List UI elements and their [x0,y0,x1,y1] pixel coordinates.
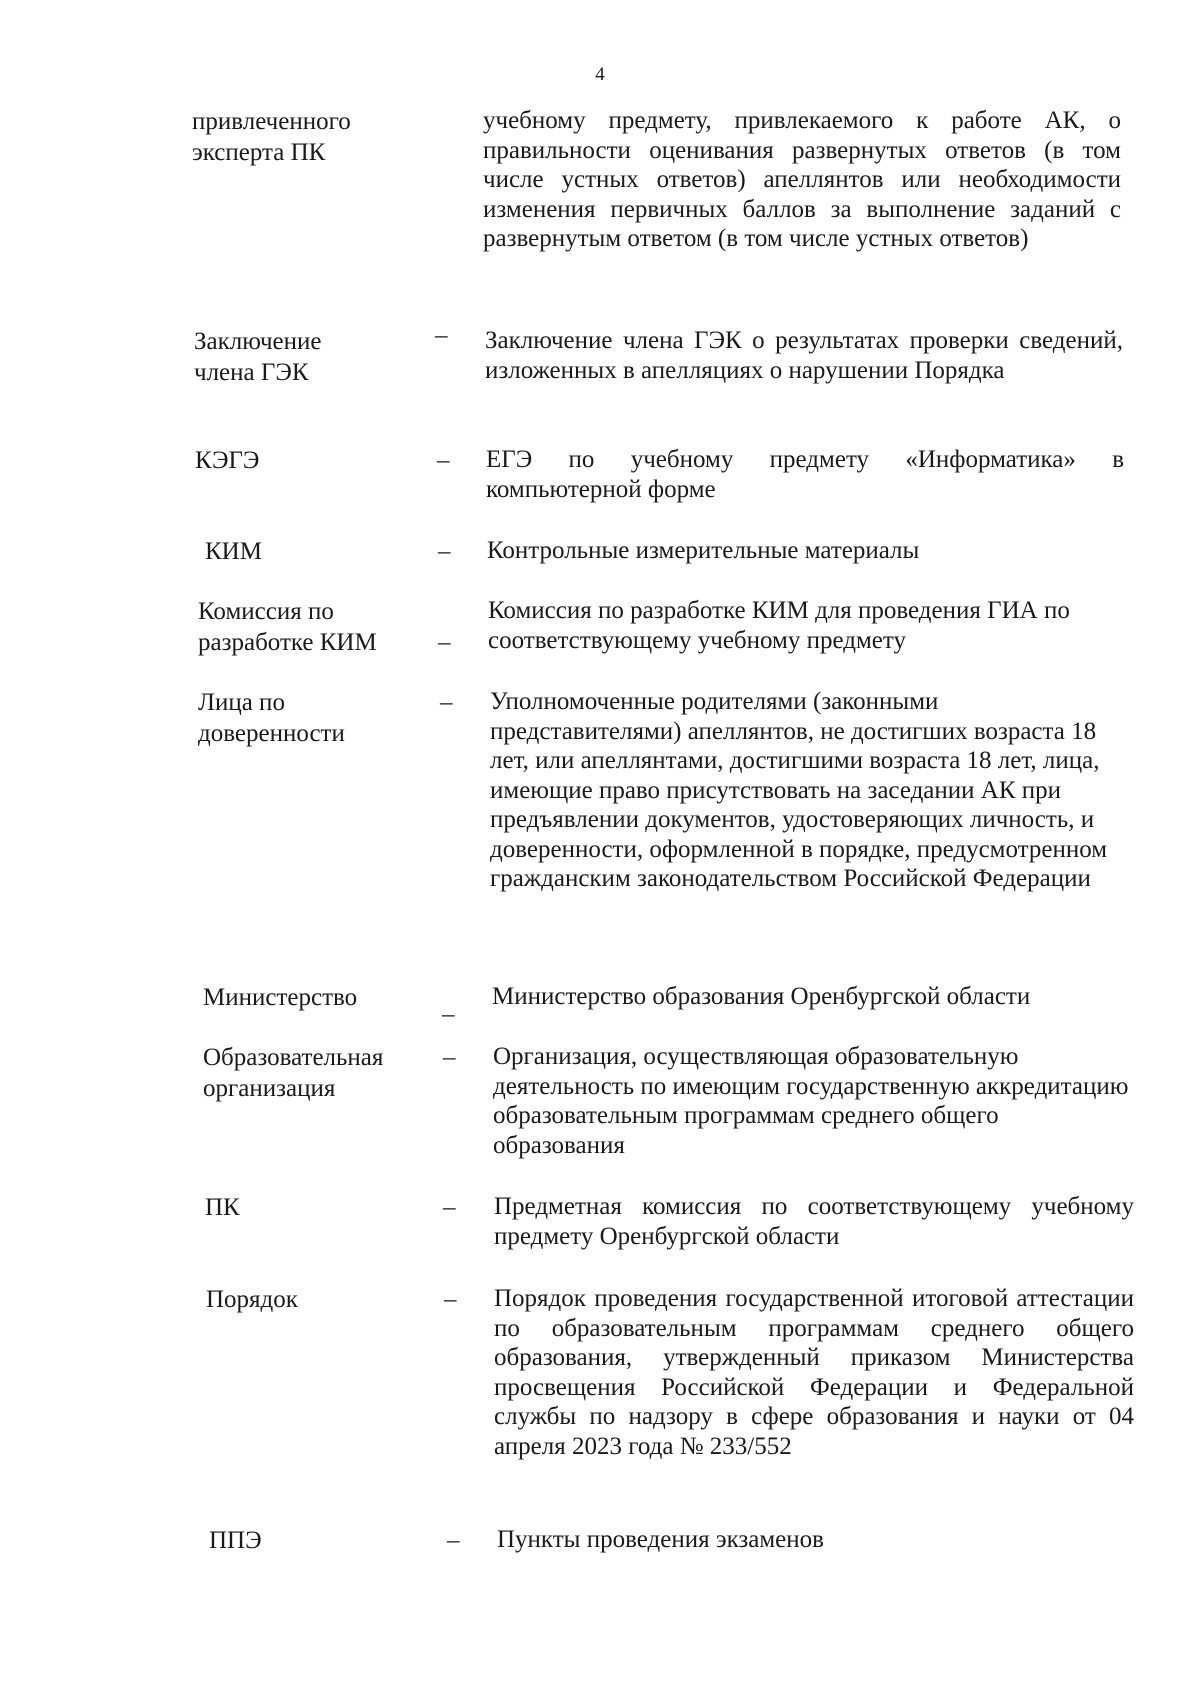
glossary-definition: Уполномоченные родителями (законными представителями) апеллянтов, не достигших возраста 18 лет, или апеллянтами, достигшими возраста 18 лет, лица, имеющие право присутствовать на заседании АК при предъявлении документов, удостоверяющих личность, и доверенности, оформленной в порядке, предусмотренном гражданским законодательством Российской Федерации [490,688,1108,892]
glossary-term: Министерство [203,984,358,1011]
glossary-definition: Организация, осуществляющая образовательную деятельность по имеющим государственную аккредитацию образовательным программам среднего общего образования [493,1043,1129,1159]
glossary-definition: Комиссия по разработке КИМ для проведения ГИА по соответствующему учебному предмету [488,597,1070,654]
glossary-definition: Предметная комиссия по соответствующему учебному предмету Оренбургской области [494,1193,1134,1250]
glossary-term: Комиссия по разработке КИМ [198,598,377,656]
glossary-definition: Пункты проведения экзаменов [497,1526,824,1553]
glossary-term: привлеченного эксперта ПК [192,108,351,166]
glossary-term: Лица по доверенности [198,689,345,747]
glossary-dash: – [443,1044,456,1071]
glossary-definition: Министерство образования Оренбургской области [492,983,1031,1010]
glossary-term: ППЭ [209,1527,262,1554]
glossary-definition: Контрольные измерительные материалы [487,537,920,564]
glossary-dash: – [440,689,453,716]
glossary-dash: _ [442,992,455,1019]
glossary-term: Образовательная организация [203,1044,384,1102]
glossary-term: ПК [205,1194,240,1221]
glossary-term: Порядок [206,1286,298,1313]
glossary-definition: ЕГЭ по учебному предмету «Информатика» в компьютерной форме [486,446,1124,503]
glossary-dash: – [443,1194,456,1221]
glossary-term: КИМ [205,538,262,565]
glossary-term: КЭГЭ [195,447,260,474]
glossary-definition: учебному предмету, привлекаемого к работе АК, о правильности оценивания развернутых ответов (в том числе устных ответов) апеллянтов или необходимости изменения первичных баллов за выполнение заданий с развернутым ответом (в том числе устных ответов) [483,107,1121,252]
glossary-dash: – [438,538,451,565]
page-number: 4 [595,64,605,85]
glossary-dash: – [447,1527,460,1554]
glossary-term: Заключение члена ГЭК [194,328,322,386]
glossary-dash: – [435,322,448,349]
glossary-dash: – [438,629,451,656]
glossary-definition: Заключение члена ГЭК о результатах проверки сведений, изложенных в апелляциях о нарушении Порядка [485,327,1123,384]
glossary-dash: – [444,1286,457,1313]
glossary-dash: – [437,447,450,474]
glossary-definition: Порядок проведения государственной итоговой аттестации по образовательным программам среднего общего образования, утвержденный приказом Министерства просвещения Российской Федерации и Федеральной службы по надзору в сфере образования и науки от 04 апреля 2023 года № 233/552 [494,1285,1134,1460]
